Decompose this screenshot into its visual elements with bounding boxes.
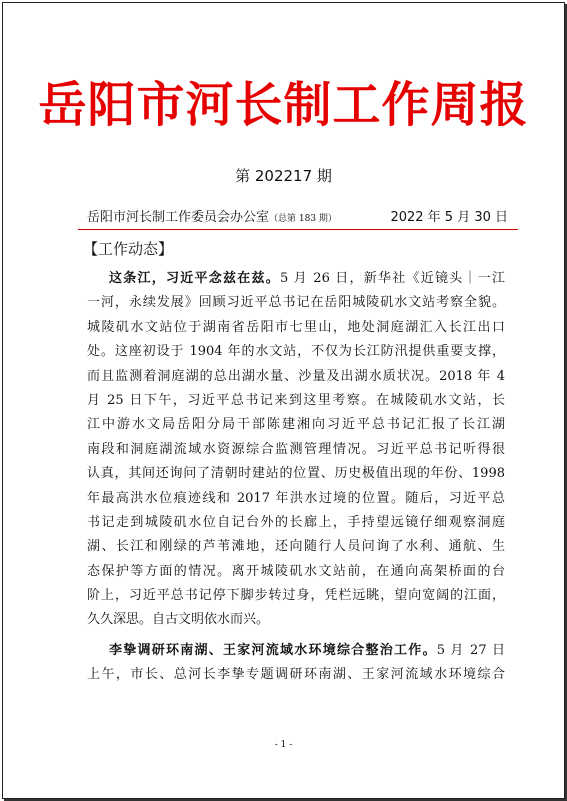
publisher-office: 岳阳市河长制工作委员会办公室 bbox=[87, 210, 270, 225]
article-line: 这条江，习近平念兹在兹。5 月 26 日，新华社《近镜头｜一江 bbox=[109, 271, 505, 286]
article-line: 江中游水文局岳阳分局干部陈建湘向习近平总书记汇报了长江湖 bbox=[87, 417, 505, 433]
masthead-title: 岳阳市河长制工作周报 bbox=[38, 77, 529, 133]
publish-date: 2022 年 5 月 30 日 bbox=[390, 210, 508, 225]
article-headline: 李挚调研环南湖、王家河流域水环境综合整治工作。 bbox=[109, 642, 437, 658]
article-line: 书记走到城陵矶水位自记台外的长廊上，手持望远镜仔细观察洞庭 bbox=[87, 514, 505, 530]
article-line: 而且监测着洞庭湖的总出湖水量、沙量及出湖水质状况。2018 年 4 bbox=[87, 368, 505, 384]
article-headline: 这条江，习近平念兹在兹。 bbox=[109, 271, 281, 286]
article-line: 年最高洪水位痕迹线和 2017 年洪水过境的位置。随后，习近平总 bbox=[87, 490, 505, 506]
article-line: 久久深思。自古文明依水而兴。 bbox=[87, 612, 270, 628]
article-line: 一河，永续发展》回顾习近平总书记在岳阳城陵矶水文站考察全貌。 bbox=[87, 295, 505, 311]
article-line: 月 25 日下午，习近平总书记来到这里考察。在城陵矶水文站，长 bbox=[87, 392, 505, 408]
issue-number: 第 202217 期 bbox=[235, 167, 332, 185]
article-line: 湖、长江和刚绿的芦苇滩地，还向随行人员问询了水利、通航、生 bbox=[87, 539, 505, 555]
article-line: 处。这座初设于 1904 年的水文站，不仅为长江防汛提供重要支撑， bbox=[87, 344, 505, 360]
article-line: 态保护等方面的情况。离开城陵矶水文站前，在通向高架桥面的台 bbox=[87, 563, 505, 579]
header-divider bbox=[78, 229, 518, 230]
article-body bbox=[87, 267, 505, 688]
article-line: 上午，市长、总河长李挚专题调研环南湖、王家河流域水环境综合 bbox=[87, 667, 505, 683]
article-line: 李挚调研环南湖、王家河流域水环境综合整治工作。5 月 27 日 bbox=[109, 642, 505, 658]
article-line: 城陵矶水文站位于湖南省岳阳市七里山，地处洞庭湖汇入长江出口 bbox=[87, 319, 505, 335]
article-line: 南段和洞庭湖流域水资源综合监测管理情况。习近平总书记听得很 bbox=[87, 441, 505, 457]
total-issue-number: （总第 183 期） bbox=[269, 214, 337, 224]
document-page bbox=[2, 2, 565, 799]
section-title: 【工作动态】 bbox=[83, 240, 174, 258]
article-line: 阶上，习近平总书记停下脚步转过身，凭栏远眺，望向宽阔的江面， bbox=[87, 588, 505, 604]
article-line: 认真，其间还询问了清朝时建站的位置、历史极值出现的年份、1998 bbox=[87, 466, 505, 482]
page-number: - 1 - bbox=[274, 740, 293, 750]
publisher-line bbox=[87, 209, 337, 228]
